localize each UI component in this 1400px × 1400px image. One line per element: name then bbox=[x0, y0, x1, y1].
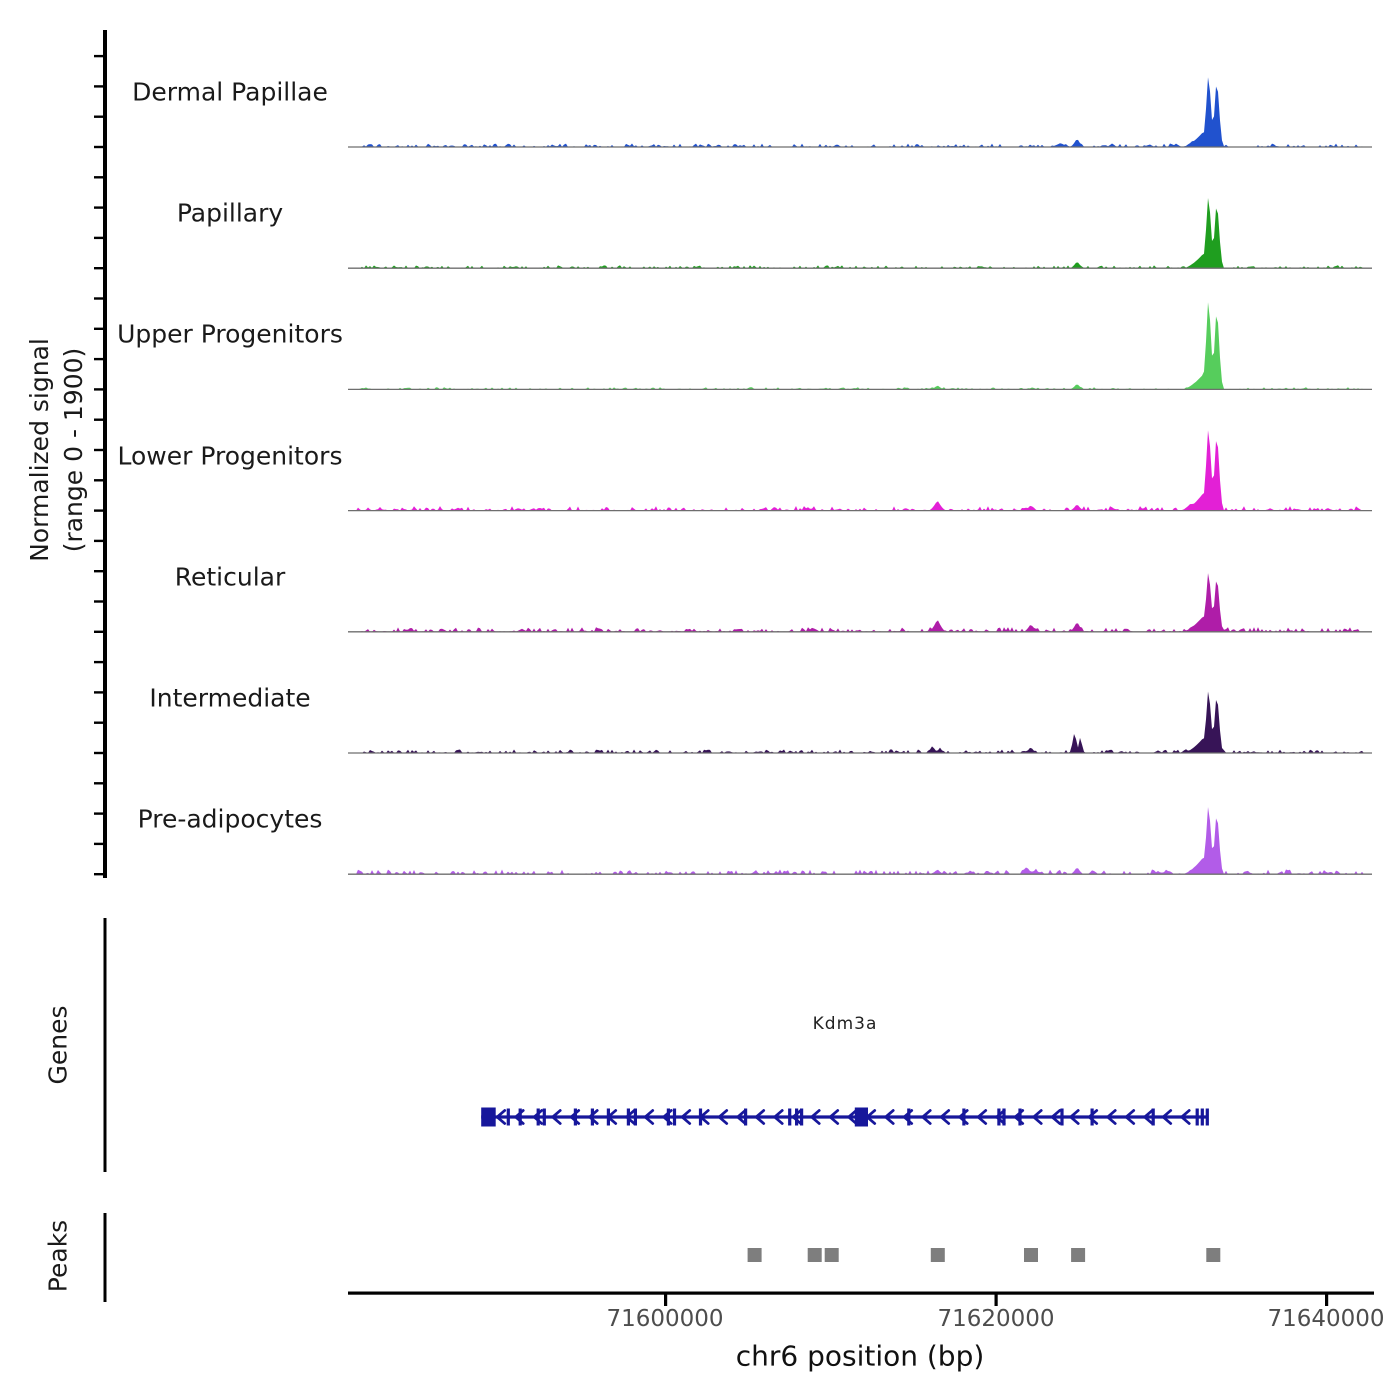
y-axis-label-line1: Normalized signal bbox=[25, 338, 54, 562]
track-label-pre-adipocytes: Pre-adipocytes bbox=[137, 804, 323, 834]
track-label-reticular: Reticular bbox=[174, 562, 286, 592]
signal-track-lower-progenitors bbox=[348, 430, 1372, 510]
x-tick-label-71600000: 71600000 bbox=[606, 1306, 724, 1332]
peaks-section-axis bbox=[104, 1213, 107, 1302]
x-axis bbox=[348, 1292, 1374, 1307]
y-axis-label bbox=[23, 338, 91, 562]
signal-track-dermal-papillae bbox=[348, 77, 1372, 147]
signal-track-reticular bbox=[348, 573, 1372, 632]
called-peaks bbox=[748, 1248, 1221, 1262]
genes-section-axis bbox=[104, 918, 107, 1172]
genes-section-label: Genes bbox=[43, 1005, 73, 1085]
gene-name-label: Kdm3a bbox=[812, 1014, 878, 1034]
peaks-section-label: Peaks bbox=[43, 1219, 73, 1293]
gene-track-kdm3a bbox=[481, 1108, 1209, 1127]
track-label-dermal-papillae: Dermal Papillae bbox=[132, 77, 328, 107]
track-label-lower-progenitors: Lower Progenitors bbox=[117, 441, 343, 471]
signal-y-axis bbox=[94, 30, 107, 878]
signal-track-upper-progenitors bbox=[348, 302, 1372, 389]
signal-track-papillary bbox=[348, 198, 1372, 268]
track-label-papillary: Papillary bbox=[176, 198, 284, 228]
signal-track-pre-adipocytes bbox=[348, 807, 1372, 874]
track-label-intermediate: Intermediate bbox=[149, 683, 311, 713]
signal-track-intermediate bbox=[348, 692, 1372, 754]
track-label-upper-progenitors: Upper Progenitors bbox=[117, 319, 343, 349]
x-tick-label-71640000: 71640000 bbox=[1267, 1306, 1385, 1332]
x-tick-label-71620000: 71620000 bbox=[937, 1306, 1055, 1332]
y-axis-label-line2: (range 0 - 1900) bbox=[59, 347, 88, 553]
x-axis-label: chr6 position (bp) bbox=[735, 1339, 985, 1373]
